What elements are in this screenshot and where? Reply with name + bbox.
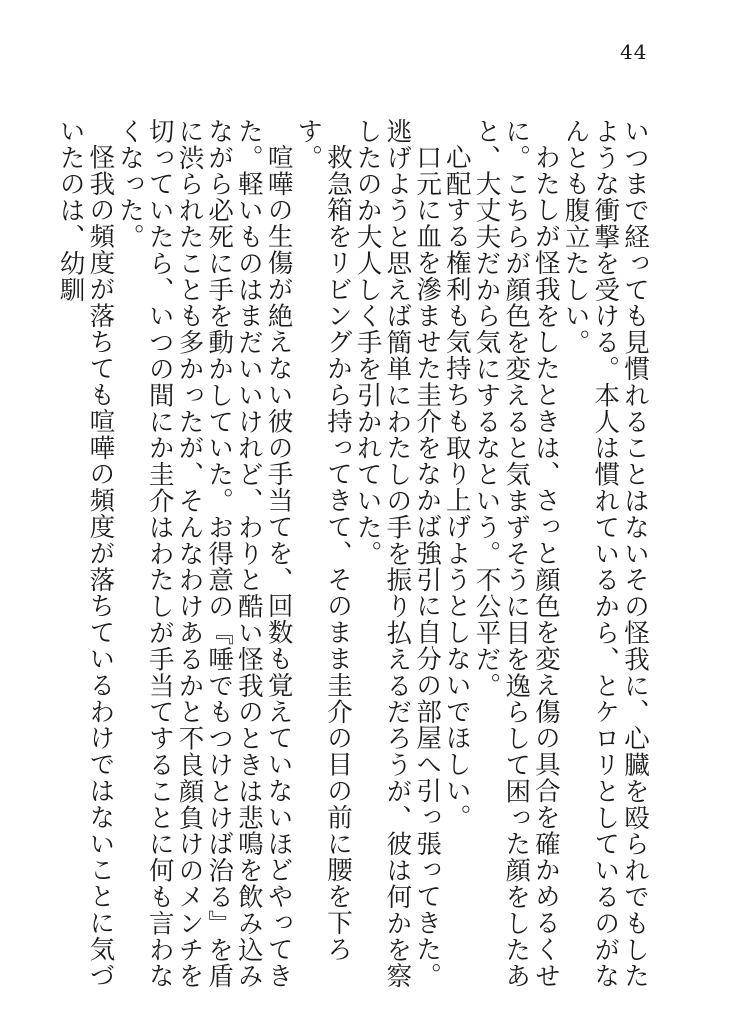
paragraph: 喧嘩の生傷が絶えない彼の手当てを、回数も覚えていないほどやってきた。軽いものはまだいいけれど、わりと酷い怪我のときは悲鳴を飲み込みながら必死に手を動かしていた。お得意の『唾でもつけとけば治る』を盾に渋られたことも多かったが、そんなわけあるかと不良顔負けのメンチを切っていたら、いつの間にか圭介はわたしが手当てすることに何も言わなくなった。 bbox=[115, 118, 294, 990]
paragraph: 口元に血を滲ませた圭介をなかば強引に自分の部屋へ引っ張ってきた。逃げようと思えば簡単にわたしの手を振り払えるだろうが、彼は何かを察したのか大人しく手を引かれていた。 bbox=[352, 118, 443, 990]
paragraph: 怪我の頻度が落ちても喧嘩の頻度が落ちているわけではないことに気づいたのは、幼馴 bbox=[55, 118, 116, 989]
paragraph: 心配する権利も気持ちも取り上げようとしないでほしい。 bbox=[441, 143, 472, 830]
paragraph: 救急箱をリビングから持ってきて、そのまま圭介の目の前に腰を下ろす。 bbox=[293, 118, 353, 962]
paragraph: わたしが怪我をしたときは、さっと顔色を変え傷の具合を確かめるくせに。こちらが顔色を変えると気まずそうに目を逸らして困った顔をしたあと、大丈夫だから気にするなという。不公平だ。 bbox=[471, 118, 561, 990]
page-number: 44 bbox=[620, 40, 648, 64]
paragraph: いつまで経っても見慣れることはないその怪我に、心臓を殴られでもしたような衝撃を受ける。本人は慣れているから、とケロリとしているのがなんとも腹立たしい。 bbox=[560, 118, 650, 990]
body-text bbox=[55, 118, 649, 998]
